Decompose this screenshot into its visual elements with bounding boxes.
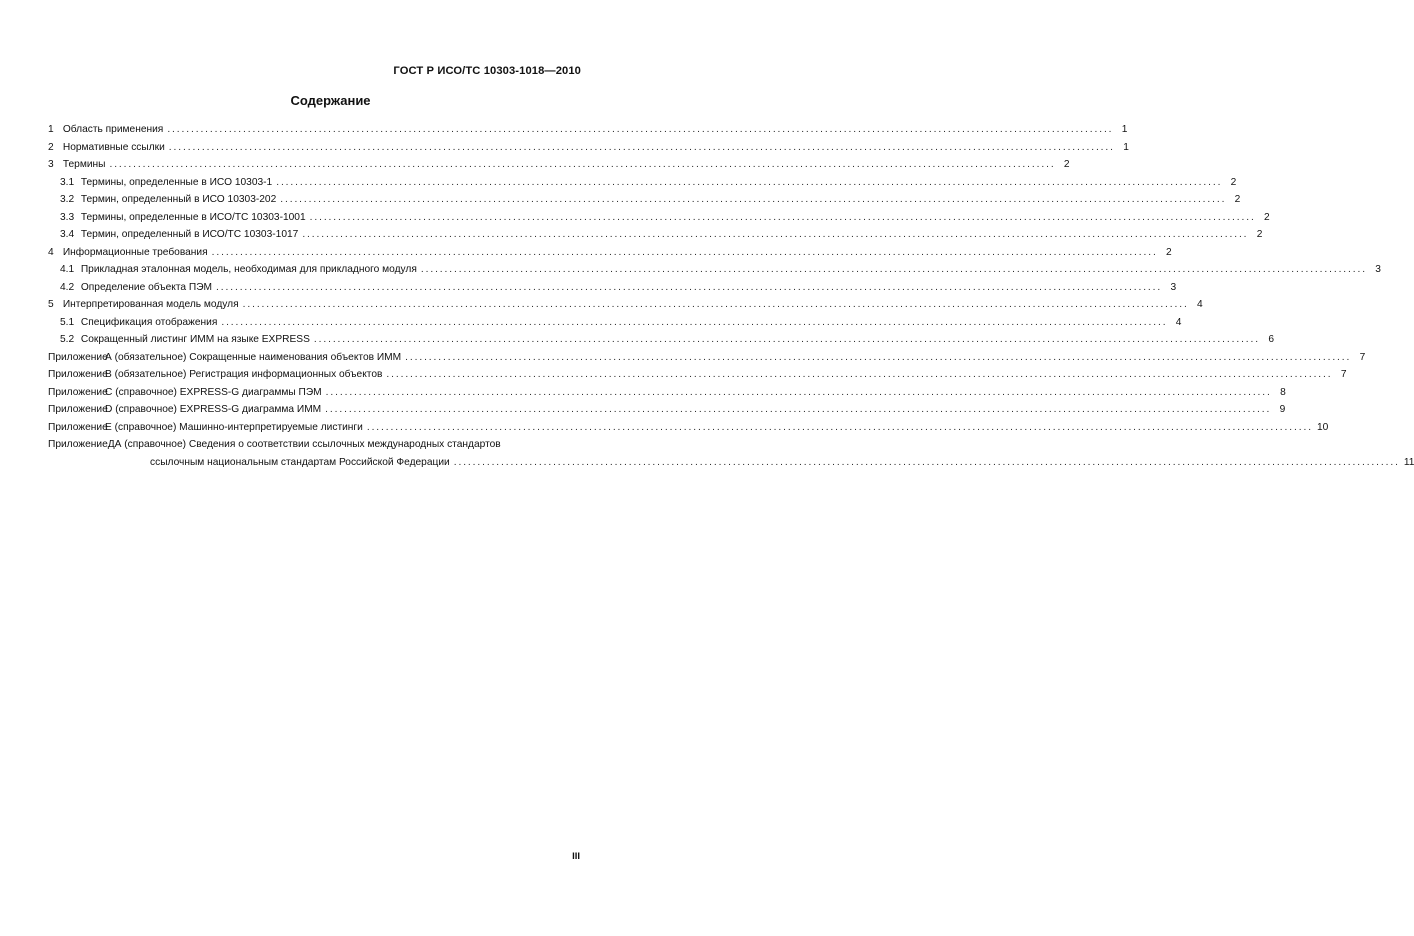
toc-subentry[interactable] <box>48 314 1182 332</box>
toc-appendix-entry[interactable] <box>48 419 1329 437</box>
toc-entry-number: 1 <box>48 124 54 135</box>
toc-entry-label: Прикладная эталонная модель, необходимая для прикладного модуля <box>80 264 417 275</box>
toc-leader-dots: ........................................................................................................................................................................................................ <box>276 176 1223 188</box>
document-code-header: ГОСТ Р ИСО/ТС 10303-1018—2010 <box>393 65 581 77</box>
toc-entry-label: Сокращенный листинг ИММ на языке EXPRESS <box>80 334 310 345</box>
toc-subentry[interactable] <box>48 226 1263 244</box>
toc-entry-label: Термин, определенный в ИСО/ТС 10303-1017 <box>80 229 299 240</box>
toc-entry-page: 2 <box>1234 194 1241 205</box>
toc-leader-dots: ........................................................................................................................................................................................................ <box>453 456 1400 468</box>
toc-subentry[interactable] <box>48 331 1274 349</box>
toc-leader-dots: ........................................................................................................................................................................................................ <box>216 281 1163 293</box>
toc-entry-label: Е (справочное) Машинно-интерпретируемые листинги <box>105 421 363 433</box>
toc-entry-page: 2 <box>1166 246 1172 258</box>
toc-leader-dots: ........................................................................................................................................................................................................ <box>386 369 1333 380</box>
toc-entry-label: D (справочное) EXPRESS-G диаграмма ИММ <box>105 404 322 415</box>
toc-appendix-entry[interactable] <box>48 384 1286 402</box>
toc-leader-dots: ........................................................................................................................................................................................................ <box>325 386 1272 398</box>
appendix-prefix: Приложение <box>48 421 108 433</box>
toc-leader-dots: ........................................................................................................................................................................................................ <box>211 246 1158 258</box>
toc-subentry[interactable] <box>48 261 1381 279</box>
page-number: III <box>572 851 580 862</box>
toc-entry-page: 7 <box>1340 369 1347 380</box>
toc-subentry[interactable] <box>48 191 1241 209</box>
toc-entry-page: 2 <box>1063 159 1070 170</box>
toc-entry-number: 3.1 <box>60 176 75 188</box>
toc-entry-page: 4 <box>1175 316 1182 328</box>
toc-appendix-entry[interactable] <box>48 436 1414 471</box>
toc-entry-number: 3.4 <box>60 229 75 240</box>
toc-entry[interactable] <box>48 244 1172 262</box>
appendix-prefix: Приложение <box>48 369 108 380</box>
toc-entry-page: 7 <box>1359 351 1366 363</box>
toc-entry[interactable] <box>48 296 1203 314</box>
toc-entry-label: Область применения <box>62 124 164 135</box>
table-of-contents <box>48 121 1414 471</box>
toc-entry-number: 3.2 <box>60 194 75 205</box>
toc-title: Содержание <box>290 93 371 108</box>
toc-appendix-entry[interactable] <box>48 401 1286 419</box>
toc-entry-page: 3 <box>1375 264 1381 275</box>
toc-entry-label: Спецификация отображения <box>80 316 218 328</box>
toc-appendix-entry[interactable] <box>48 366 1347 384</box>
toc-entry-label: Термины, определенные в ИСО/ТС 10303-1001 <box>80 211 306 223</box>
toc-leader-dots: ........................................................................................................................................................................................................ <box>167 124 1114 135</box>
toc-subentry[interactable] <box>48 174 1237 192</box>
toc-entry-label: ДА (справочное) Сведения о соответствии ссылочных международных стандартов <box>107 439 501 450</box>
toc-entry-label: В (обязательное) Регистрация информационных объектов <box>105 369 383 380</box>
toc-leader-dots: ........................................................................................................................................................................................................ <box>420 264 1367 275</box>
toc-entry-number: 4.2 <box>60 281 75 293</box>
toc-entry-number: 5 <box>48 299 54 310</box>
toc-entry-label: А (обязательное) Сокращенные наименования объектов ИММ <box>105 351 402 363</box>
toc-entry-number: 4.1 <box>60 264 75 275</box>
toc-leader-dots: ........................................................................................................................................................................................................ <box>366 421 1313 433</box>
appendix-prefix: Приложение <box>48 351 108 363</box>
toc-entry-page: 8 <box>1280 386 1286 398</box>
toc-entry-page: 9 <box>1279 404 1286 415</box>
toc-entry-number: 3 <box>48 159 54 170</box>
toc-appendix-entry[interactable] <box>48 349 1366 367</box>
toc-leader-dots: ........................................................................................................................................................................................................ <box>221 316 1168 328</box>
toc-leader-dots: ........................................................................................................................................................................................................ <box>325 404 1272 415</box>
toc-entry-number: 2 <box>48 141 54 153</box>
toc-subentry[interactable] <box>48 279 1177 297</box>
appendix-entry-line2 <box>48 454 1414 472</box>
toc-entry-label: Термины <box>62 159 106 170</box>
toc-leader-dots: ........................................................................................................................................................................................................ <box>302 229 1249 240</box>
toc-leader-dots: ........................................................................................................................................................................................................ <box>242 299 1189 310</box>
toc-leader-dots: ........................................................................................................................................................................................................ <box>313 334 1260 345</box>
appendix-entry-line1 <box>48 436 1414 454</box>
appendix-prefix: Приложение <box>48 439 108 450</box>
toc-entry-page: 1 <box>1123 141 1129 153</box>
toc-entry-number: 4 <box>48 246 54 258</box>
toc-entry-page: 6 <box>1268 334 1274 345</box>
toc-subentry[interactable] <box>48 209 1270 227</box>
toc-entry-page: 2 <box>1256 229 1263 240</box>
toc-leader-dots: ........................................................................................................................................................................................................ <box>109 159 1056 170</box>
toc-entry[interactable] <box>48 156 1070 174</box>
toc-leader-dots: ........................................................................................................................................................................................................ <box>168 141 1115 153</box>
toc-entry-page: 11 <box>1403 456 1414 468</box>
toc-entry-page: 10 <box>1316 421 1329 433</box>
toc-entry-page: 2 <box>1230 176 1237 188</box>
toc-leader-dots: ........................................................................................................................................................................................................ <box>309 211 1256 223</box>
toc-entry-page: 1 <box>1121 124 1128 135</box>
toc-entry-page: 2 <box>1264 211 1270 223</box>
toc-entry-page: 4 <box>1197 299 1203 310</box>
toc-entry-label: Термин, определенный в ИСО 10303-202 <box>80 194 277 205</box>
toc-entry-label: Нормативные ссылки <box>62 141 165 153</box>
toc-entry-label: Термины, определенные в ИСО 10303-1 <box>80 176 273 188</box>
toc-leader-dots: ........................................................................................................................................................................................................ <box>405 351 1352 363</box>
toc-entry-page: 3 <box>1170 281 1177 293</box>
appendix-prefix: Приложение <box>48 386 108 398</box>
toc-entry-number: 5.1 <box>60 316 75 328</box>
toc-entry-label: Интерпретированная модель модуля <box>62 299 239 310</box>
appendix-entry-wrap <box>48 436 1414 471</box>
toc-entry[interactable] <box>48 121 1128 139</box>
toc-entry-label: С (справочное) EXPRESS-G диаграммы ПЭМ <box>105 386 322 398</box>
toc-entry-number: 3.3 <box>60 211 75 223</box>
appendix-prefix: Приложение <box>48 404 108 415</box>
toc-entry-label: Определение объекта ПЭМ <box>80 281 213 293</box>
toc-entry-label-continued: ссылочным национальным стандартам Российской Федерации <box>150 456 450 468</box>
toc-leader-dots: ........................................................................................................................................................................................................ <box>280 194 1227 205</box>
toc-entry-number: 5.2 <box>60 334 75 345</box>
toc-entry-label: Информационные требования <box>62 246 208 258</box>
toc-entry[interactable] <box>48 139 1129 157</box>
